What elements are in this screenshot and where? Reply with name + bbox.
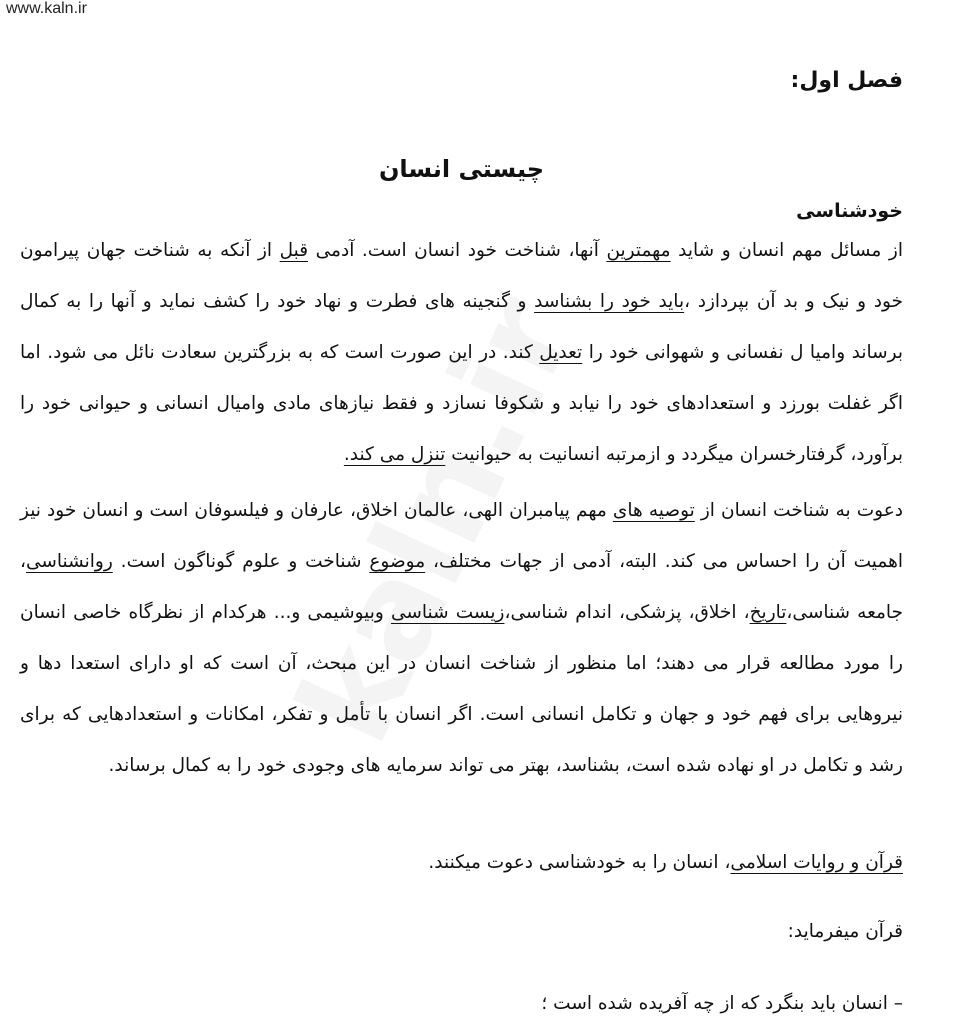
- text-span: ، جامعه شناسی،: [20, 551, 903, 623]
- underlined-text: زیست شناسی: [390, 602, 505, 623]
- text-span: از مسائل مهم انسان و شاید: [670, 240, 903, 261]
- text-span: مهم پیامبران الهی، عالمان اخلاق، عارفان و فیلسوفان است و انسان خود نیز اهمیت آن را احساس می کند. البته، آدمی از جهات مختلف،: [20, 500, 903, 572]
- text-span: و گنجینه های فطرت و نهاد خود را کشف نماید و آنها را به کمال برساند وامیا ل نفسانی و شهوانی خود را: [20, 291, 903, 363]
- text-span: ، انسان را به خودشناسی دعوت میکنند.: [428, 852, 731, 873]
- underlined-text: موضوع: [369, 551, 426, 572]
- paragraph-quran-invitation: [20, 837, 903, 888]
- text-span: ، اخلاق، پزشکی، اندام شناسی،: [504, 602, 750, 623]
- paragraph-quran-says: قرآن میفرماید:: [787, 921, 903, 942]
- underlined-text: قبل: [279, 240, 309, 261]
- underlined-text: تنزل می کند.: [343, 444, 446, 465]
- underlined-text: باید خود را بشناسد: [534, 291, 685, 312]
- underlined-text: قرآن و روایات اسلامی: [730, 852, 903, 873]
- paragraph-invitation: [20, 485, 903, 791]
- text-span: وبیوشیمی و... هرکدام از نظرگاه خاصی انسان را مورد مطالعه قرار می دهند؛ اما منظور از شناخت انسان در این مبحث، آن است که او دارای استعدا دها و نیروهایی برای فهم خود و جهان و تکامل انسانی است. اگر انسان با تأمل و تفکر، امکانات و استعدادهایی که برای رشد و تکامل در او نهاده شده است، بشناسد، بهتر می تواند سرمایه های وجودی خود را به کمال برساند.: [20, 602, 903, 776]
- text-span: آنها، شناخت خود انسان است. آدمی: [308, 240, 607, 261]
- main-title: چیستی انسان: [378, 155, 545, 183]
- paragraph-verse: – انسان باید بنگرد که از چه آفریده شده است ؛: [541, 993, 903, 1014]
- underlined-text: توصیه های: [612, 500, 695, 521]
- site-url: www.kaln.ir: [6, 0, 87, 17]
- text-span: کند. در این صورت است که به بزرگترین سعادت نائل می شود. اما اگر غفلت بورزد و استعدادهای خود را نیابد و شکوفا نسازد و فقط نیازهای مادی وامیال انسانی و حیوانی خود را برآورد، گرفتارخسران میگردد و ازمرتبه انسانیت به حیوانیت: [20, 342, 903, 465]
- text-span: از آنکه به شناخت جهان پیرامون خود و نیک و بد آن بپردازد ،: [20, 240, 903, 312]
- underlined-text: تاریخ: [749, 602, 787, 623]
- paragraph-self-knowledge: [20, 225, 903, 480]
- underlined-text: روانشناسی: [25, 551, 113, 572]
- underlined-text: مهمترین: [606, 240, 671, 261]
- chapter-title: فصل اول:: [790, 68, 903, 93]
- text-span: شناخت و علوم گوناگون است.: [112, 551, 370, 572]
- section-heading: خودشناسی: [796, 200, 903, 222]
- underlined-text: تعدیل: [539, 342, 583, 363]
- text-span: دعوت به شناخت انسان از: [694, 500, 903, 521]
